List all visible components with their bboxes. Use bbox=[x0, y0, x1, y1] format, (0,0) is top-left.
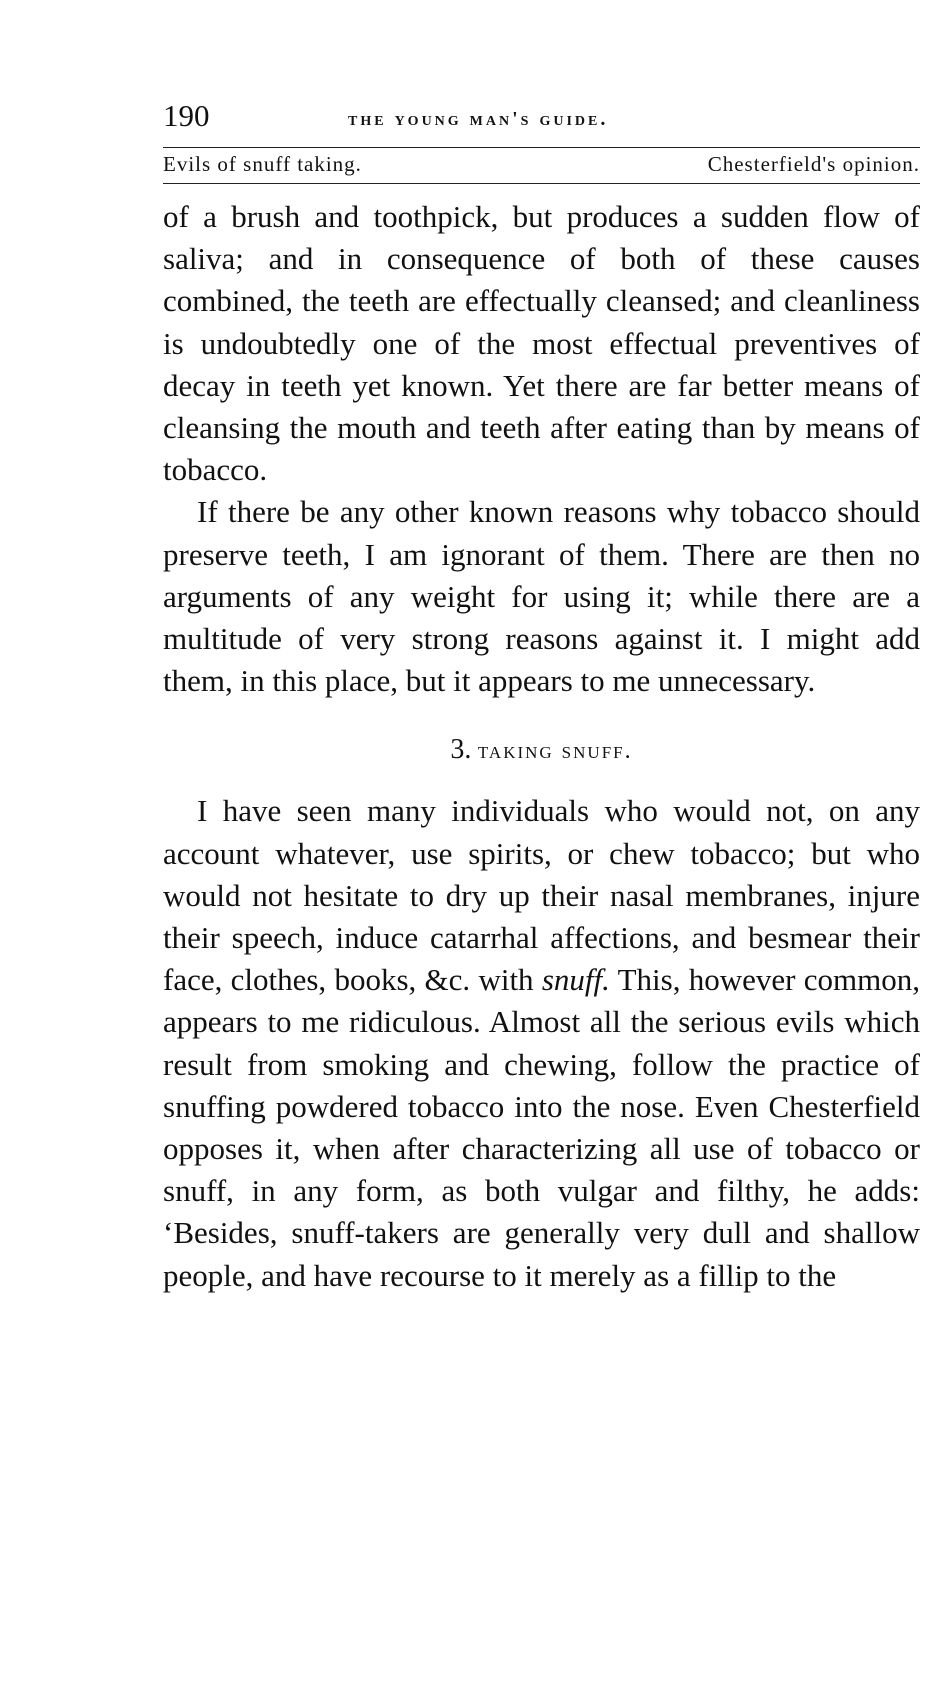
italic-word: snuff. bbox=[541, 962, 610, 998]
side-headings bbox=[163, 152, 920, 182]
paragraph bbox=[163, 790, 920, 1296]
side-heading-left: Evils of snuff taking. bbox=[163, 152, 362, 176]
running-head bbox=[163, 96, 920, 136]
side-heading-rule bbox=[163, 183, 920, 184]
page-number: 190 bbox=[163, 98, 210, 133]
paragraph-text: This, however common, appears to me ridiculous. Almost all the serious evils which result from smoking and chewing, follow the practice of snuffing powdered tobacco into the nose. Even Chesterfield opposes it, when after characterizing all use of tobacco or snuff, in any form, as both vulgar and filthy, he adds: ‘Besides, snuff-takers are generally very dull and shallow people, and have recourse to it merely as a fillip to the bbox=[163, 962, 920, 1293]
section-number: 3. bbox=[450, 734, 472, 766]
header-rule bbox=[163, 147, 920, 148]
paragraph: If there be any other known reasons why tobacco should preserve teeth, I am ignorant of them. There are then no arguments of any weight for using it; while there are a multitude of very strong reasons against it. I might add them, in this place, but it appears to me unnecessary. bbox=[163, 494, 920, 699]
paragraph-text: I have seen many individuals who would not, on any account whatever, use spirits, or chew tobacco; but who would not hesitate to dry up their nasal membranes, injure their speech, induce catarrhal affections, and besmear their face, clothes, books, &c. with bbox=[163, 793, 920, 998]
side-heading-right: Chesterfield's opinion. bbox=[707, 152, 920, 176]
body-text bbox=[163, 196, 920, 1297]
section-title: taking snuff. bbox=[477, 738, 633, 765]
paragraph-continued: of a brush and toothpick, but produces a sudden flow of saliva; and in consequence of both of these causes combined, the teeth are effectually cleansed; and cleanliness is undoubtedly one of the most effectual preventives of decay in teeth yet known. Yet there are far better means of cleansing the mouth and teeth after eating than by means of tobacco. bbox=[163, 199, 920, 488]
book-title: the young man's guide. bbox=[348, 108, 609, 130]
section-heading bbox=[163, 733, 920, 768]
